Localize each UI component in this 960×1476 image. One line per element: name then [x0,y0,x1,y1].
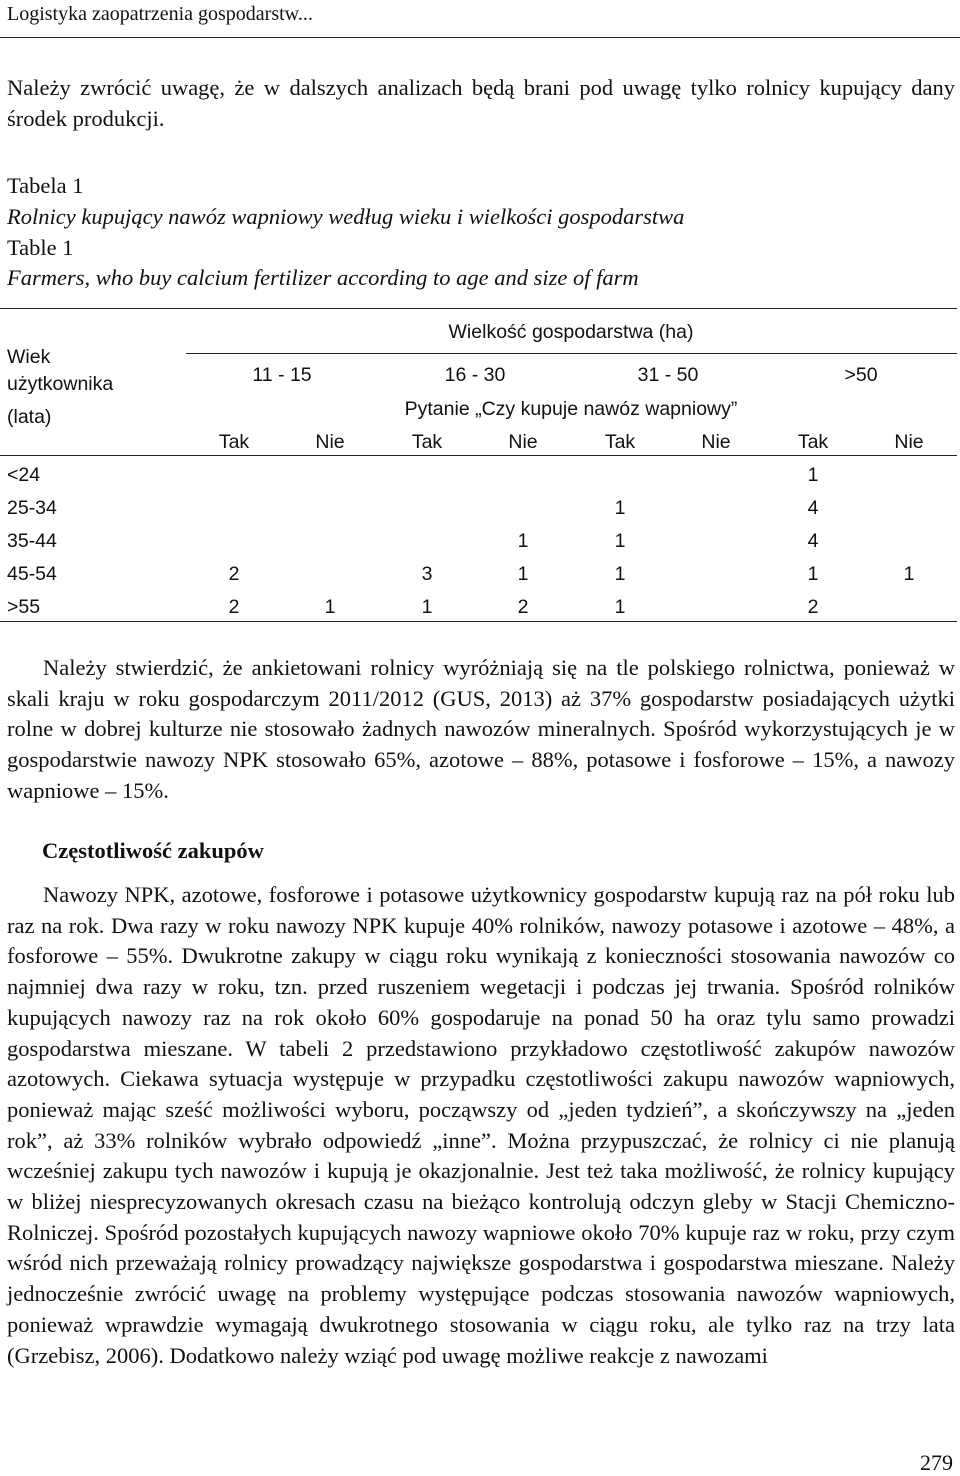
table-bottom-rule [0,621,957,622]
table-cell: 4 [807,530,819,552]
table-cell: 2 [228,563,240,585]
answer-header: Tak [604,431,636,453]
size-class-11-15: 11 - 15 [252,364,312,386]
data-table [0,308,960,624]
table-cell: 2 [228,596,240,618]
group-header: Wielkość gospodarstwa (ha) [448,321,694,343]
table-cell: 2 [517,596,529,618]
table-row-age: 45-54 [7,563,57,585]
row-header-line-2: użytkownika [7,373,114,395]
intro-paragraph: Należy zwrócić uwagę, że w dalszych analizach będą brani pod uwagę tylko rolnicy kupujący dany środek produkcji. [7,75,955,131]
answer-header: Tak [797,431,829,453]
table-cell: 1 [517,530,529,552]
table-cell: 4 [807,497,819,519]
answer-header: Nie [701,431,731,453]
table-cell: 1 [614,497,626,519]
table-cell: 1 [903,563,915,585]
running-header: Logistyka zaopatrzenia gospodarstw... [7,3,313,25]
table-caption-title-pl: Rolnicy kupujący nawóz wapniowy według wieku i wielkości gospodarstwa [7,204,685,229]
table-caption-title-en: Farmers, who buy calcium fertilizer according to age and size of farm [7,265,639,290]
row-header-line-3: (lata) [7,406,52,428]
header-rule [0,37,960,38]
table-cell: 1 [614,530,626,552]
page-number: 279 [920,1450,953,1475]
answer-header: Tak [218,431,250,453]
table-cell: 3 [421,563,433,585]
table-cell: 1 [807,464,819,486]
paragraph-3: Nawozy NPK, azotowe, fosforowe i potasowe użytkownicy gospodarstw kupują raz na pół roku lub raz na rok. Dwa razy w roku nawozy NPK kupuje 40% rolników, nawozy potasowe i azotowe – 48%, a fosforowe – 55%. Dwukrotne zakupy w ciągu roku wynikają z konieczności stosowania nawozów co najmniej dwa razy w roku, tzn. przed ruszeniem wegetacji i podczas jej trwania. Spośród rolników kupujących nawozy raz na rok około 60% gospodaruje na ponad 50 ha oraz tylu samo prowadzi gospodarstwa mieszane. W tabeli 2 przedstawiono przykładowo częstotliwość zakupów nawozów azotowych. Ciekawa sytuacja występuje w przypadku częstotliwości zakupu nawozów wapniowych, ponieważ mając sześć możliwości wyboru, począwszy od „jeden tydzień”, a skończywszy na „jeden rok”, aż 33% rolników wybrało odpowiedź „inne”. Można przypuszczać, że rolnicy ci nie planują wcześniej zakupu tych nawozów i kupują je okazjonalnie. Jest też taka możliwość, że rolnicy kupujący w bliżej niesprecyzowanych okresach czasu na bieżąco kontrolują odczyn gleby w Stacji Chemiczno-Rolniczej. Spośród pozostałych kupujących nawozy wapniowe około 70% kupuje raz w roku, przy czym wśród nich przeważają rolnicy prowadzący największe gospodarstwa i gospodarstwa mieszane. Należy jednocześnie zwrócić uwagę na problemy występujące podczas stosowania nawozów wapniowych, ponieważ wprawdzie wymagają dwukrotnego stosowania w ciągu roku, ale tylko raz na trzy lata (Grzebisz, 2006). Dodatkowo należy wziąć pod uwagę możliwe reakcje z nawozami [7,882,955,1368]
answer-header: Nie [894,431,924,453]
header-bottom-rule [0,455,957,456]
group-header-rule [186,353,957,354]
table-cell: 1 [807,563,819,585]
table-cell: 1 [324,596,336,618]
table-cell: 1 [421,596,433,618]
table-caption-label-pl: Tabela 1 [7,173,84,198]
answer-header: Nie [508,431,538,453]
size-class-16-30: 16 - 30 [444,364,506,386]
table-cell: 1 [614,563,626,585]
table-cell: 2 [807,596,819,618]
table-row-age: 35-44 [7,530,57,552]
table-cell: 1 [614,596,626,618]
row-header-line-1: Wiek [7,346,51,368]
answer-header: Nie [315,431,345,453]
size-class-over-50: >50 [844,364,878,386]
table-caption-label-en: Table 1 [7,235,74,260]
answer-header: Tak [411,431,443,453]
paragraph-2: Należy stwierdzić, że ankietowani rolnicy wyróżniają się na tle polskiego rolnictwa, ponieważ w skali kraju w roku gospodarczym 2011/2012 (GUS, 2013) aż 37% gospodarstw posiadających użytki rolne w dobrej kulturze nie stosowało żadnych nawozów mineralnych. Spośród wykorzystujących je w gospodarstwie nawozy NPK stosowało 65%, azotowe – 88%, potasowe i fosforowe – 15%, a nawozy wapniowe – 15%. [7,655,955,803]
section-heading: Częstotliwość zakupów [42,838,264,863]
table-top-rule [0,308,957,309]
table-cell: 1 [517,563,529,585]
table-row-age: >55 [7,596,41,618]
table-row-age: 25-34 [7,497,57,519]
table-row-age: <24 [7,464,41,486]
size-class-31-50: 31 - 50 [637,364,699,386]
question-header: Pytanie „Czy kupuje nawóz wapniowy” [404,398,738,420]
